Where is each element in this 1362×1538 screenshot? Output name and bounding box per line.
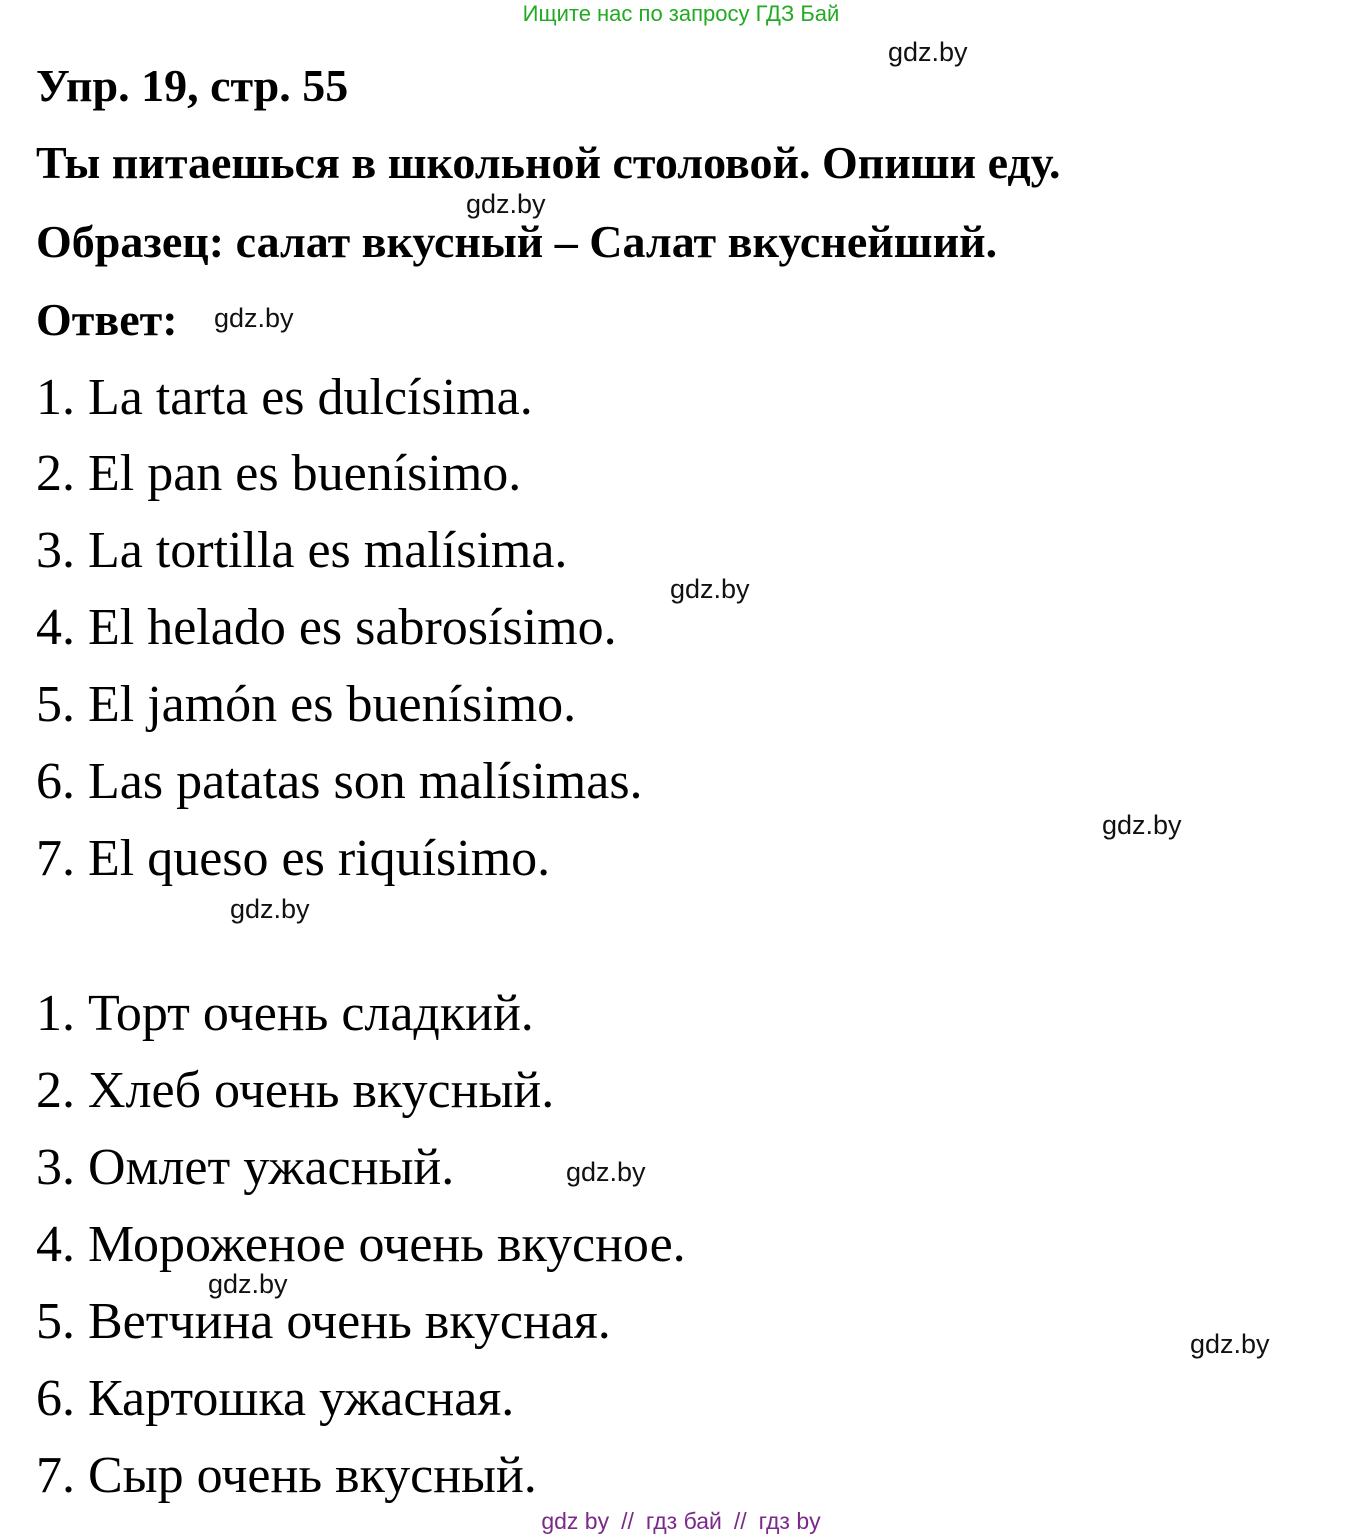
russian-line-5: 5. Ветчина очень вкусная. <box>36 1293 611 1350</box>
russian-line-6: 6. Картошка ужасная. <box>36 1370 515 1427</box>
task-text: Ты питаешься в школьной столовой. Опиши еду. <box>36 137 1061 188</box>
footer-watermark <box>0 1506 1362 1536</box>
russian-line-4: 4. Мороженое очень вкусное. <box>36 1216 686 1273</box>
footer-part-1: gdz by <box>541 1508 610 1534</box>
spanish-line-3: 3. La tortilla es malísima. <box>36 522 568 579</box>
watermark: gdz.by <box>1190 1329 1270 1359</box>
watermark: gdz.by <box>566 1157 646 1187</box>
footer-separator: // <box>621 1508 634 1534</box>
russian-line-7: 7. Сыр очень вкусный. <box>36 1447 537 1504</box>
watermark: gdz.by <box>208 1269 288 1299</box>
spanish-line-1: 1. La tarta es dulcísima. <box>36 369 533 426</box>
footer-part-2: гдз бай <box>645 1508 722 1534</box>
russian-line-2: 2. Хлеб очень вкусный. <box>36 1062 555 1119</box>
watermark: gdz.by <box>214 303 294 333</box>
watermark: gdz.by <box>1102 810 1182 840</box>
spanish-line-5: 5. El jamón es buenísimo. <box>36 676 577 733</box>
spanish-line-2: 2. El pan es buenísimo. <box>36 445 522 502</box>
footer-part-3: гдз by <box>758 1508 821 1534</box>
russian-line-1: 1. Торт очень сладкий. <box>36 985 534 1042</box>
watermark: gdz.by <box>670 574 750 604</box>
russian-line-3: 3. Омлет ужасный. <box>36 1139 455 1196</box>
watermark: gdz.by <box>466 189 546 219</box>
watermark: gdz.by <box>230 894 310 924</box>
answer-label: Ответ: <box>36 294 178 345</box>
spanish-line-7: 7. El queso es riquísimo. <box>36 830 551 887</box>
spanish-line-6: 6. Las patatas son malísimas. <box>36 753 643 810</box>
exercise-title: Упр. 19, стр. 55 <box>36 60 349 111</box>
sample-text: Образец: салат вкусный – Салат вкуснейший. <box>36 216 998 267</box>
footer-separator: // <box>733 1508 747 1534</box>
spanish-line-4: 4. El helado es sabrosísimo. <box>36 599 617 656</box>
watermark: gdz.by <box>888 37 968 67</box>
top-banner: Ищите нас по запросу ГДЗ Бай <box>522 1 840 26</box>
